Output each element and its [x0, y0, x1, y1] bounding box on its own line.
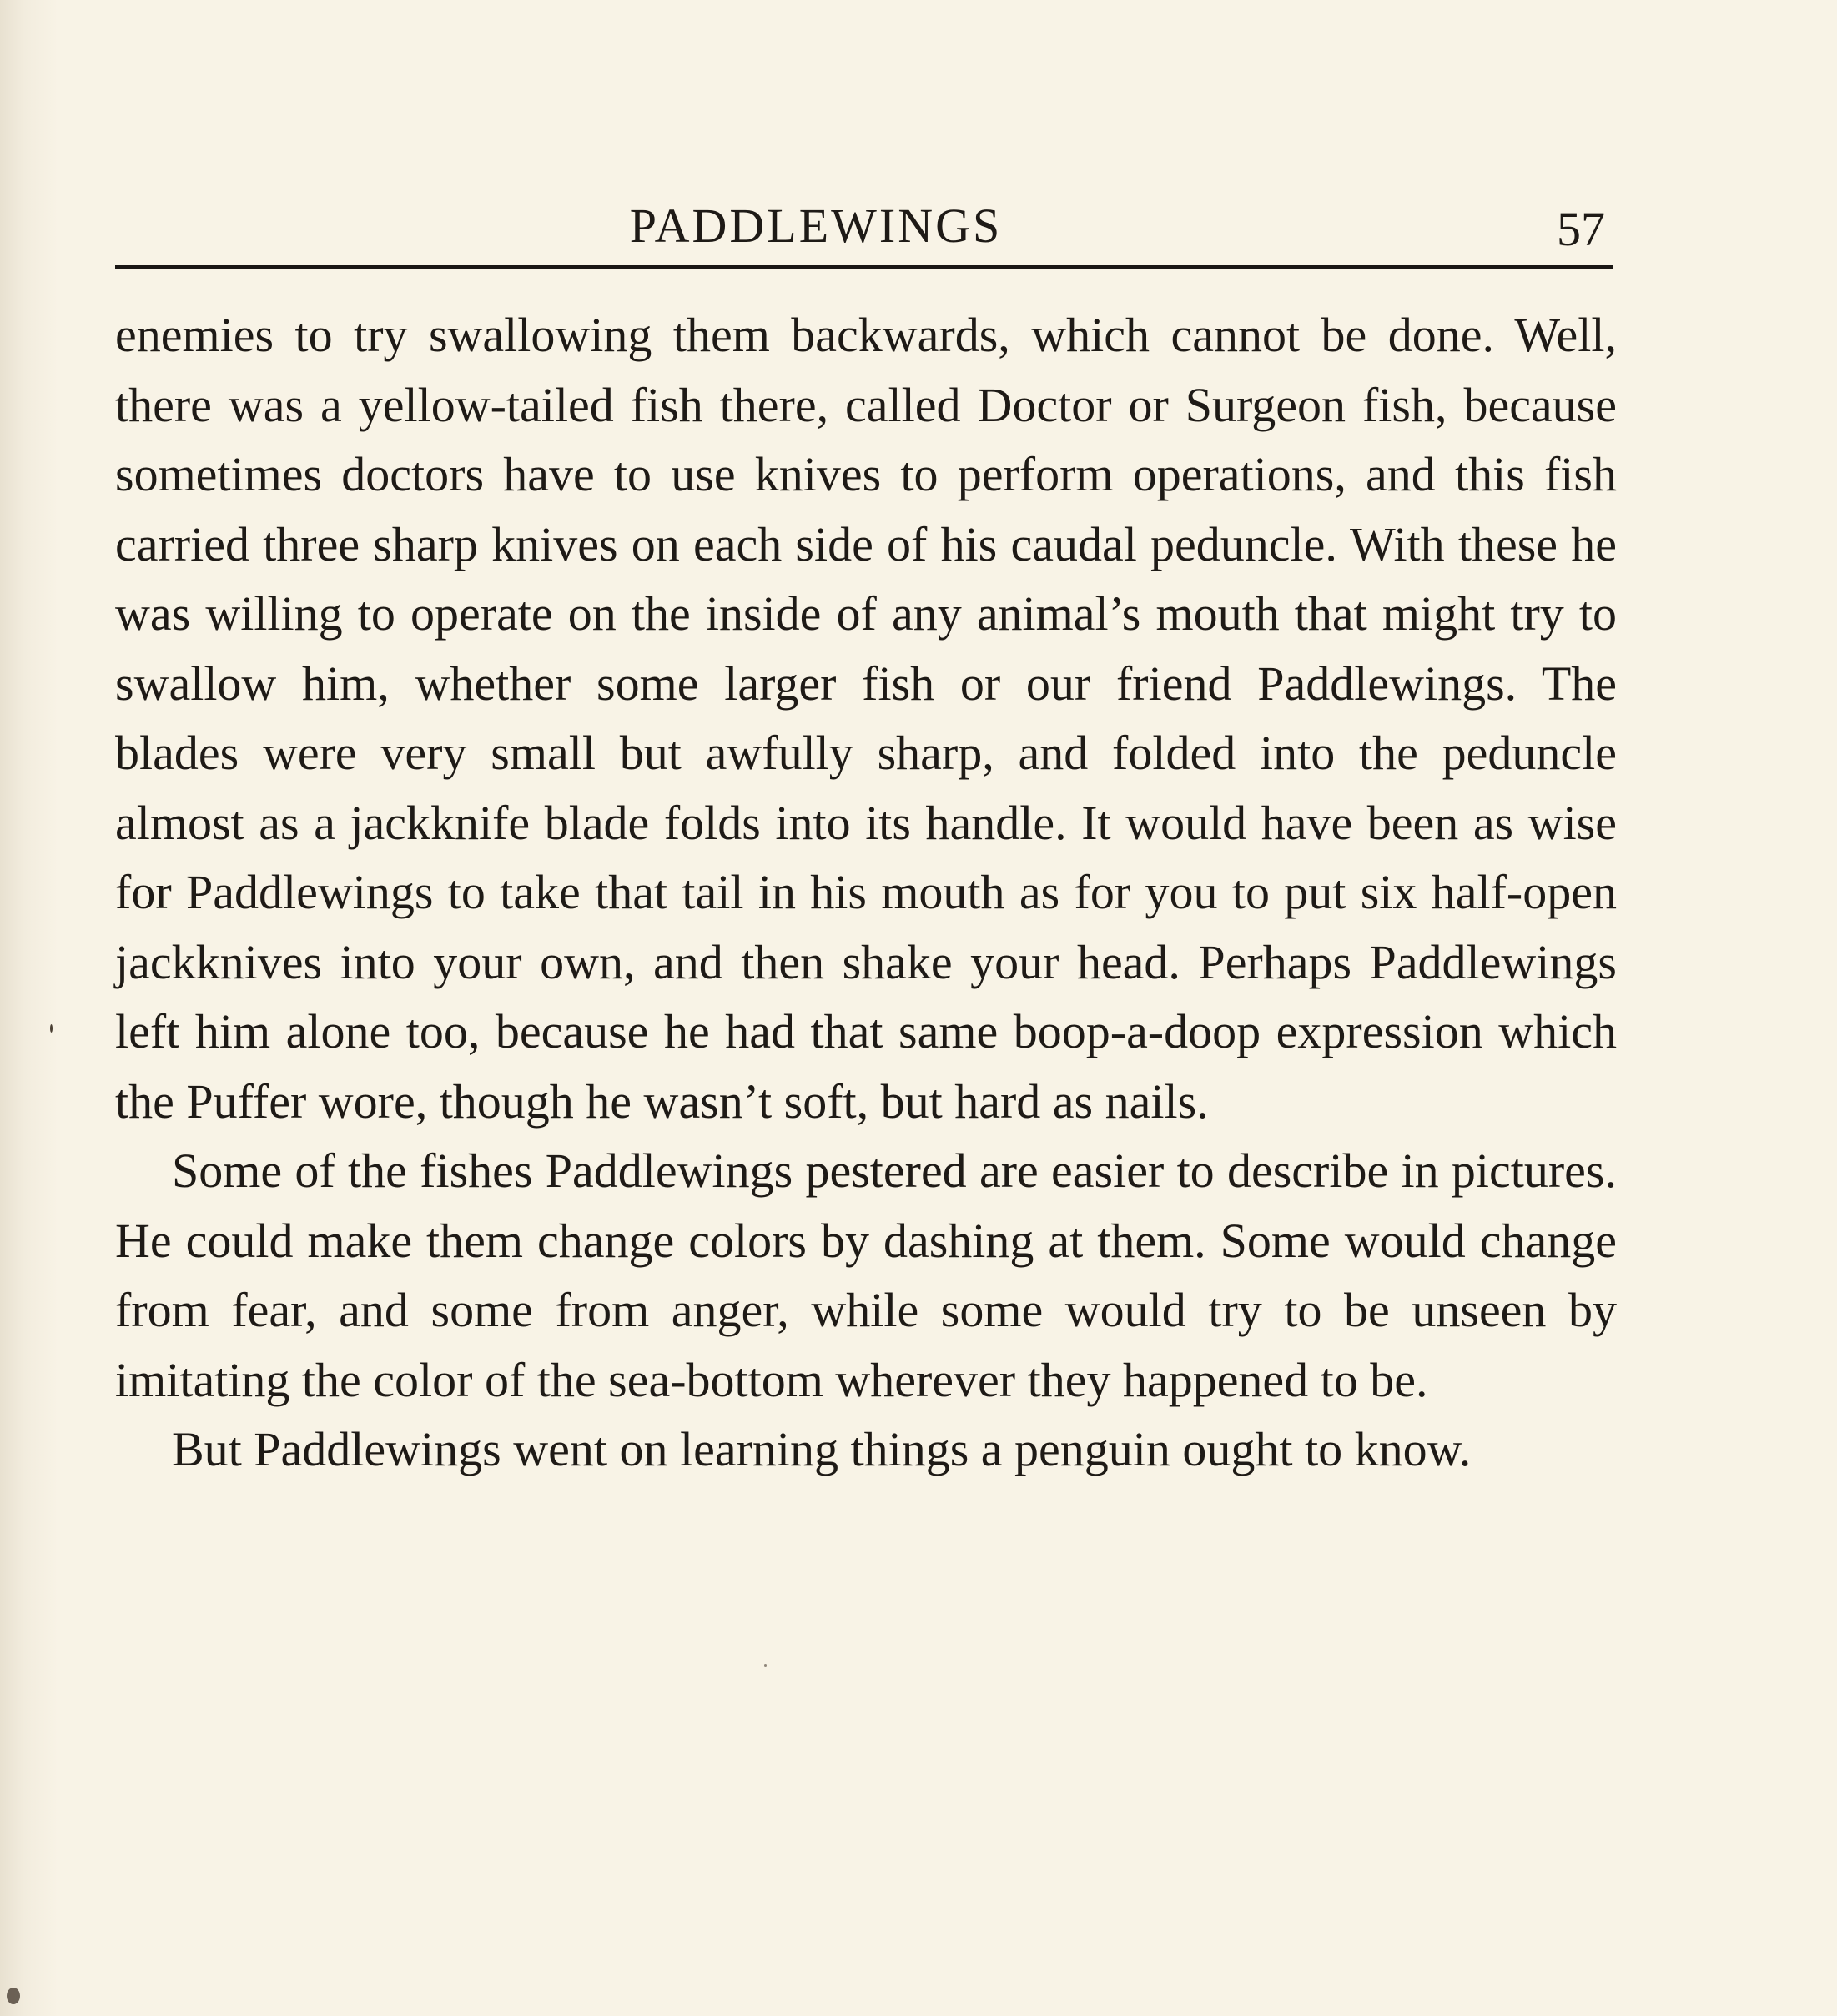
page-number: 57	[1557, 202, 1605, 256]
paper-speck	[50, 1024, 53, 1033]
paragraph-2: Some of the fishes Paddlewings pestered are easier to describe in pictures. He could make them change colors by dashing at them. Some would change from fear, and some from anger, while some would try to be unseen by imitating the color of the sea-bottom wherever they happened to be.	[115, 1144, 1617, 1407]
paragraph-1: enemies to try swallowing them backwards, which cannot be done. Well, there was a yellow-tailed fish there, called Doctor or Surgeon fish, because sometimes doctors have to use knives to perform operations, and this fish carried three sharp knives on each side of his caudal peduncle. With these he was willing to operate on the inside of any animal’s mouth that might try to swallow him, whether some larger fish or our friend Paddlewings. The blades were very small but awfully sharp, and folded into the peduncle almost as a jackknife blade folds into its handle. It would have been as wise for Paddlewings to take that tail in his mouth as for you to put six half-open jackknives into your own, and then shake your head. Perhaps Paddlewings left him alone too, because he had that same boop-a-doop expression which the Puffer wore, though he wasn’t soft, but hard as nails.	[115, 308, 1617, 1129]
running-header	[115, 189, 1613, 269]
paragraph-3: But Paddlewings went on learning things a penguin ought to know.	[172, 1422, 1472, 1476]
paper-speck	[7, 1988, 20, 2004]
body-text	[115, 300, 1617, 1485]
paper-speck	[764, 1664, 767, 1667]
running-title: PADDLEWINGS	[629, 199, 1003, 253]
